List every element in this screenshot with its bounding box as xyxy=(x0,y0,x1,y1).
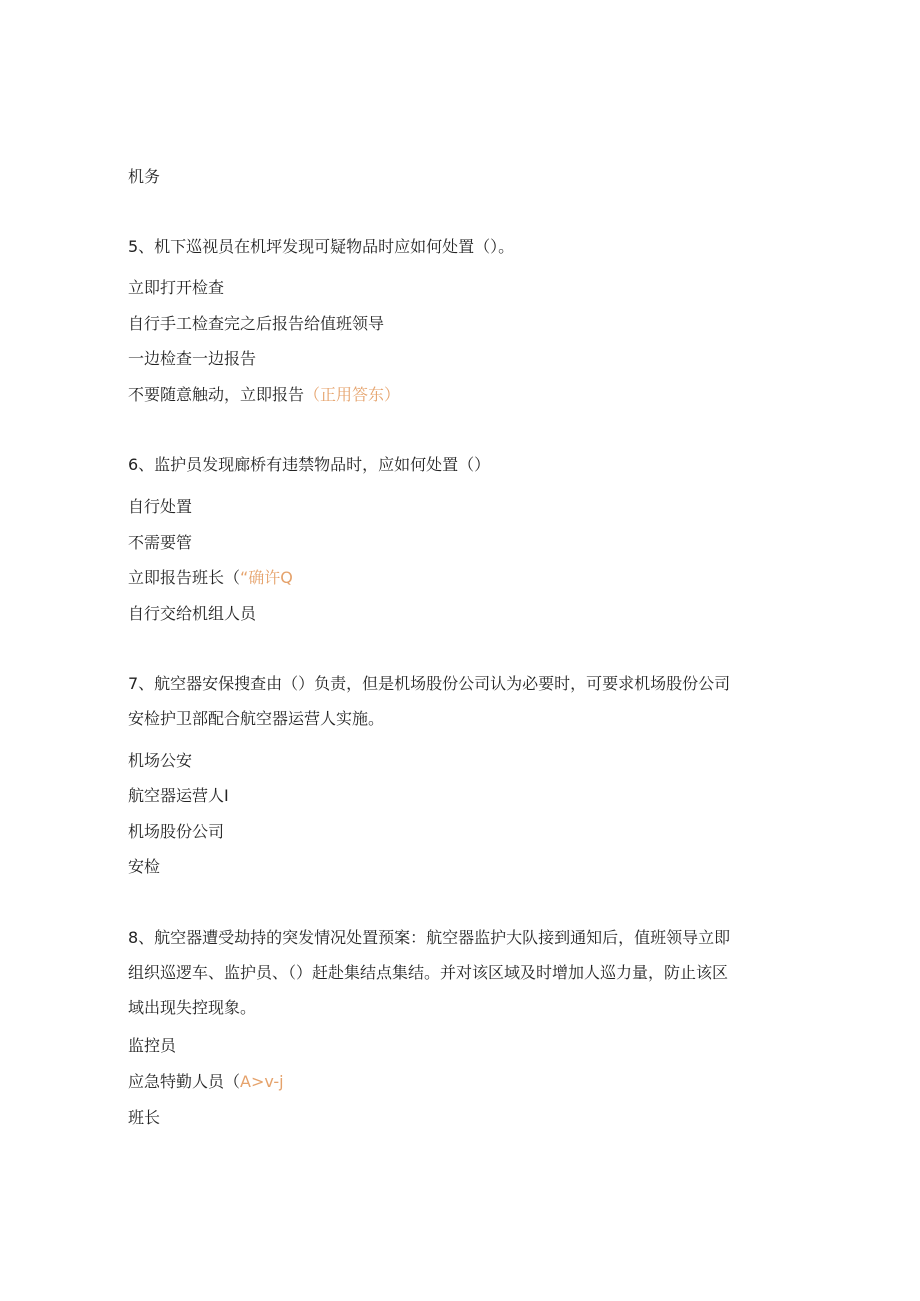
option-5a: 立即打开检查 xyxy=(128,278,225,297)
option-8b: 应急特勤人员（A>v-j xyxy=(128,1072,284,1091)
question-7-line-2: 安检护卫部配合航空器运营人实施。 xyxy=(128,709,385,728)
option-top: 机务 xyxy=(128,167,161,186)
option-7a: 机场公安 xyxy=(128,751,193,770)
option-6c: 立即报告班长（“确许Q xyxy=(128,568,293,587)
question-8-line-2: 组织巡逻车、监护员、（）赶赴集结点集结。并对该区域及时增加人巡力量，防止该区 xyxy=(128,963,729,982)
option-5c: 一边检查一边报告 xyxy=(128,349,257,368)
option-8c: 班长 xyxy=(128,1108,161,1127)
question-8-line-3: 域出现失控现象。 xyxy=(128,998,257,1017)
question-8-line-1: 8、航空器遭受劫持的突发情况处置预案：航空器监护大队接到通知后，值班领导立即 xyxy=(128,928,731,947)
option-6b: 不需要管 xyxy=(128,533,193,552)
option-7d: 安检 xyxy=(128,857,161,876)
answer-mark: （正用答东） xyxy=(304,385,401,404)
option-5b: 自行手工检查完之后报告给值班领导 xyxy=(128,314,385,333)
answer-mark: “确许Q xyxy=(240,568,293,587)
question-7-line-1: 7、航空器安保搜查由（）负责，但是机场股份公司认为必要时，可要求机场股份公司 xyxy=(128,674,731,693)
answer-mark: A>v-j xyxy=(240,1072,284,1091)
option-8a: 监控员 xyxy=(128,1036,177,1055)
option-6a: 自行处置 xyxy=(128,497,193,516)
question-5: 5、机下巡视员在机坪发现可疑物品时应如何处置（）。 xyxy=(128,237,515,256)
option-5d: 不要随意触动，立即报告（正用答东） xyxy=(128,385,401,404)
option-7b: 航空器运营人I xyxy=(128,786,229,805)
option-7c: 机场股份公司 xyxy=(128,822,225,841)
question-6: 6、监护员发现廊桥有违禁物品时，应如何处置（） xyxy=(128,455,491,474)
option-6d: 自行交给机组人员 xyxy=(128,604,257,623)
